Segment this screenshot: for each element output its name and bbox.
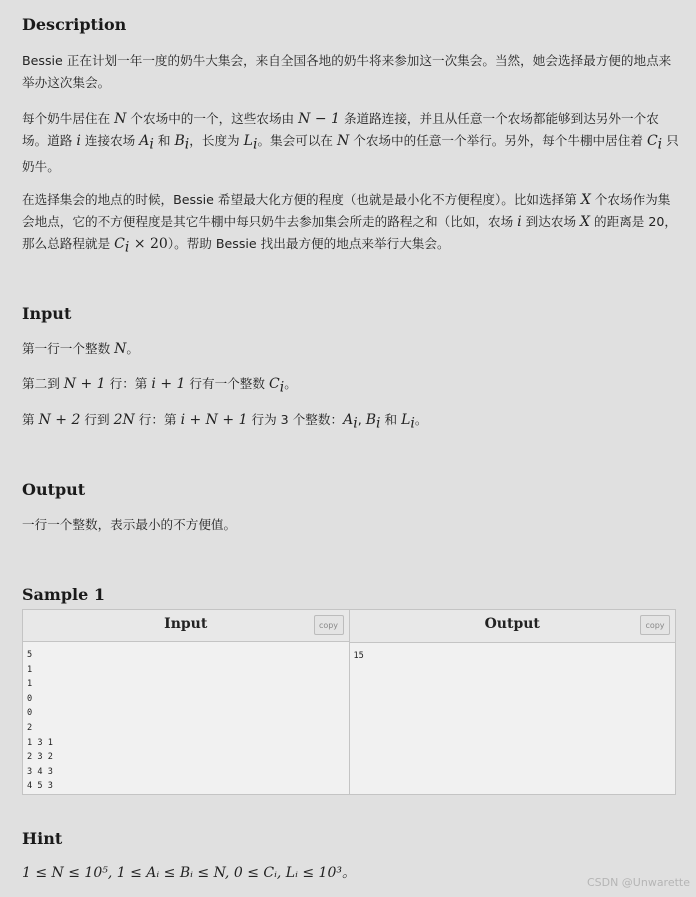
sample-output-content[interactable]: 15 — [350, 643, 676, 794]
description-paragraph-3: 在选择集会的地点的时候，Bessie 希望最大化方便的程度（也就是最小化不方便程度）。比如选择第 X 个农场作为集会地点，它的不方便程度是其它牛棚中每只奶牛去参加集会所走的路程之和（比如，农场 i 到达农场 X 的距离是 20，那么总路程就是 $C_i \times 20$）。帮助 Bessie 找出最方便的地点来举行大集会。 — [22, 192, 678, 256]
sample-output-title: Output — [484, 616, 540, 632]
hint-heading: Hint — [22, 829, 63, 848]
input-line-1: 第一行一个整数 N。 — [22, 341, 140, 357]
sample-output-header — [350, 610, 676, 643]
description-paragraph-1: Bessie 正在计划一年一度的奶牛大集会，来自全国各地的奶牛将来参加这一次集会。当然，她会选择最方便的地点来举办这次集会。 — [22, 53, 672, 90]
sample-input-column — [23, 610, 349, 794]
sample-input-content[interactable]: 5 1 1 0 0 2 1 3 1 2 3 2 3 4 3 4 5 3 — [23, 642, 349, 794]
sample-input-title: Input — [164, 616, 208, 632]
hint-formula: 1 ≤ N ≤ 10⁵, 1 ≤ Aᵢ ≤ Bᵢ ≤ N, 0 ≤ Cᵢ, Lᵢ ≤ 10³。 — [22, 865, 356, 881]
input-line-3: 第 N + 2 行到 2N 行：第 i + N + 1 行为 3 个整数：$A_i$, $B_i$ 和 $L_i$。 — [22, 412, 428, 432]
sample-output-column — [349, 610, 676, 794]
sample-input-header — [23, 610, 349, 642]
output-text: 一行一个整数，表示最小的不方便值。 — [22, 517, 237, 532]
input-heading: Input — [22, 304, 72, 323]
description-paragraph-2: 每个奶牛居住在 N 个农场中的一个，这些农场由 N − 1 条道路连接，并且从任意一个农场都能够到达另外一个农场。道路 i 连接农场 $A_i$ 和 $B_i$，长度为 $L_i$。集会可以在 N 个农场中的任意一个举行。另外，每个牛棚中居住着 $C_i$ 只奶牛。 — [22, 111, 679, 174]
copy-output-button[interactable]: copy — [640, 615, 670, 635]
csdn-watermark: CSDN @Unwarette — [586, 876, 690, 889]
description-heading: Description — [22, 15, 127, 34]
input-line-2: 第二到 N + 1 行：第 i + 1 行有一个整数 $C_i$。 — [22, 376, 297, 396]
sample-heading: Sample 1 — [22, 585, 105, 604]
output-heading: Output — [22, 480, 86, 499]
sample-table — [22, 609, 676, 795]
copy-input-button[interactable]: copy — [314, 615, 344, 635]
